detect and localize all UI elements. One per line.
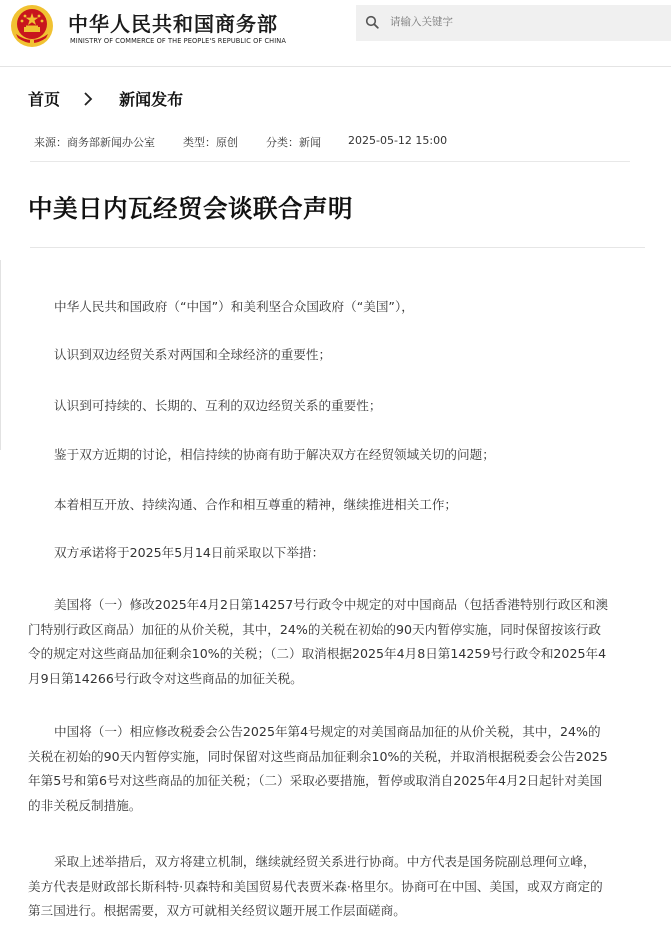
breadcrumb-news-release[interactable]: 新闻发布 [119,90,184,109]
meta-datetime: 2025-05-12 15:00 [348,134,448,147]
meta-source: 来源：商务部新闻办公室 [34,136,155,149]
meta-category: 分类：新闻 [266,136,321,149]
meta-type: 类型：原创 [183,136,238,149]
article-paragraph-2: 认识到双边经贸关系对两国和全球经济的重要性； [54,347,332,362]
ministry-name-cn[interactable]: 中华人民共和国商务部 [68,12,278,36]
breadcrumb-home[interactable]: 首页 [28,90,61,109]
breadcrumb [28,87,183,111]
chevron-right-icon [80,91,96,107]
meta-divider [30,161,630,162]
header-divider [0,66,671,67]
article-paragraph-9: 采取上述举措后，双方将建立机制，继续就经贸关系进行协商。中方代表是国务院副总理何立峰， 美方代表是财政部长斯科特·贝森特和美国贸易代表贾米森·格里尔。协商可在中国、美国，或双方商定的 第三国进行。根据需要，双方可就相关经贸议题开展工作层面磋商。 [28,854,603,918]
national-emblem-icon[interactable] [10,4,54,48]
page-edge-divider [0,260,1,450]
search-icon[interactable] [365,15,379,29]
site-header [0,0,671,66]
article-paragraph-4: 鉴于双方近期的讨论，相信持续的协商有助于解决双方在经贸领域关切的问题； [54,447,495,462]
article-meta [0,124,671,158]
article-paragraph-7: 美国将（一）修改2025年4月2日第14257号行政令中规定的对中国商品（包括香港特别行政区和澳 门特别行政区商品）加征的从价关税，其中，24%的关税在初始的90天内暂停实施，同时保留按该行政 令的规定对这些商品加征剩余10%的关税；（二）取消根据2025年4月8日第14259号行政令和2025年4 月9日第14266号行政令对这些商品的加征关税。 [28,597,609,686]
article-paragraph-3: 认识到可持续的、长期的、互利的双边经贸关系的重要性； [54,398,382,413]
article-paragraph-8: 中国将（一）相应修改税委会公告2025年第4号规定的对美国商品加征的从价关税，其中，24%的 关税在初始的90天内暂停实施，同时保留对这些商品加征剩余10%的关税，并取消根据税委会公告2025 年第5号和第6号对这些商品的加征关税；（二）采取必要措施，暂停或取消自2025年4月2日起针对美国 的非关税反制措施。 [28,724,608,813]
article-paragraph-6: 双方承诺将于2025年5月14日前采取以下举措： [54,545,325,560]
article-paragraph-5: 本着相互开放、持续沟通、合作和相互尊重的精神，继续推进相关工作； [54,497,457,512]
ministry-name-en[interactable]: MINISTRY OF COMMERCE OF THE PEOPLE'S REPUBLIC OF CHINA [70,37,286,45]
article-paragraph-1: 中华人民共和国政府（“中国”）和美利坚合众国政府（“美国”）， [54,299,414,314]
search-input[interactable] [390,11,650,33]
article-title: 中美日内瓦经贸会谈联合声明 [28,194,353,223]
title-divider [30,247,645,248]
